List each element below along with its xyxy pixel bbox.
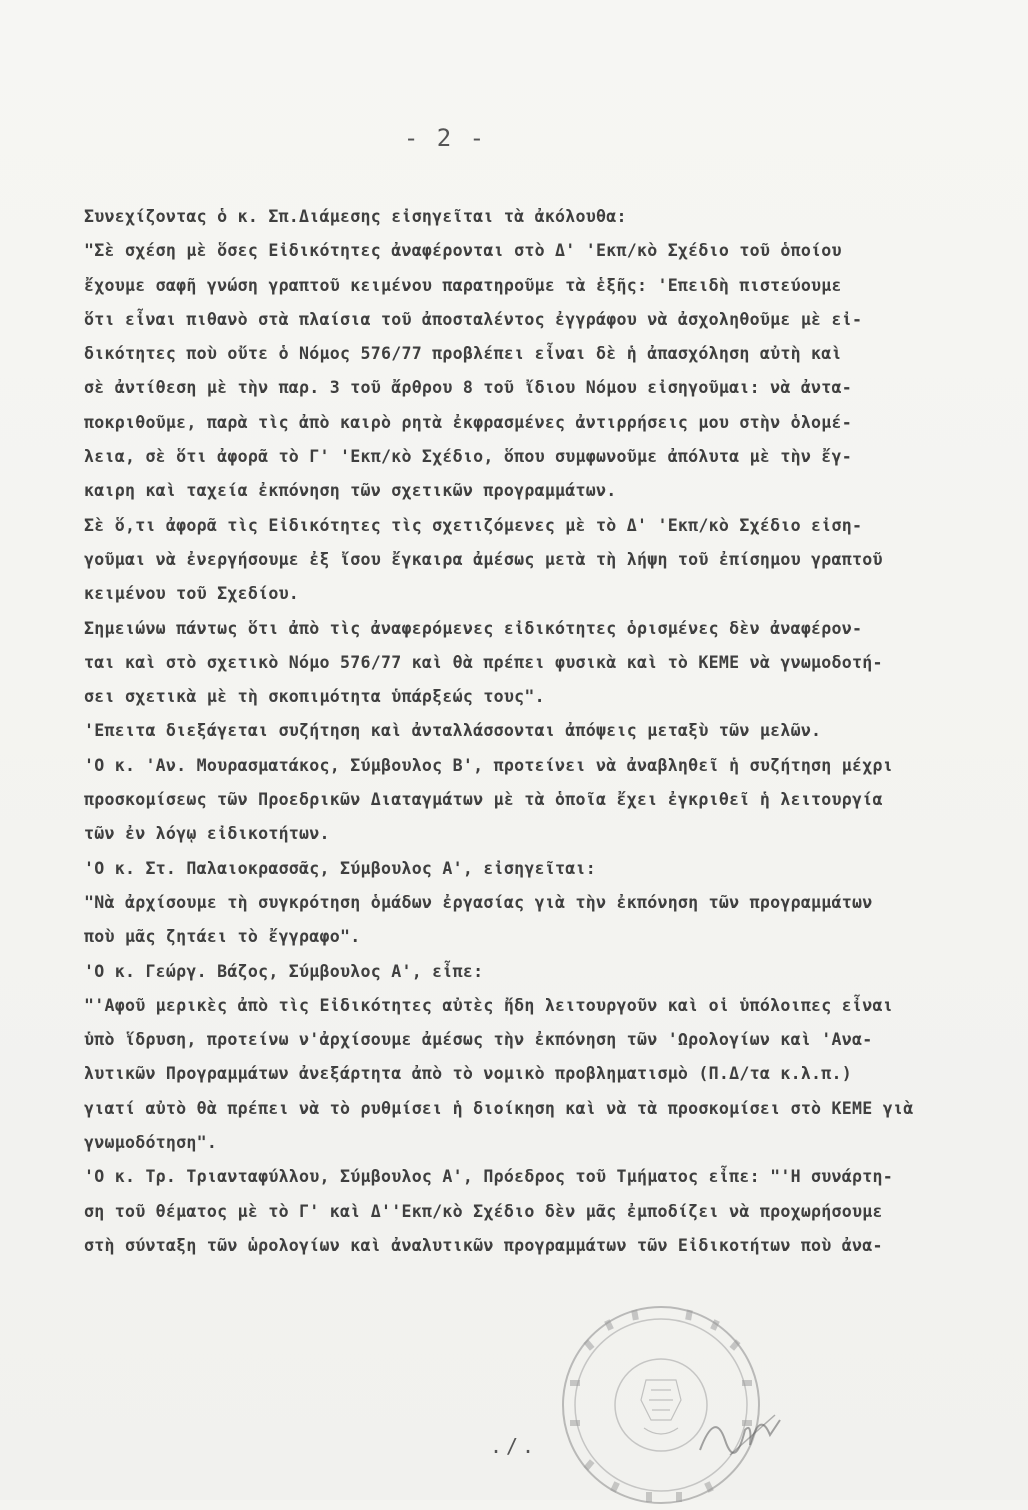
text-line: δικότητες ποὺ οὔτε ὁ Νόμος 576/77 προβλέπει εἶναι δὲ ἡ ἀπασχόληση αὐτὴ καὶ	[84, 344, 842, 364]
text-line: 'Ο κ. Γεώργ. Βάζος, Σύμβουλος Α', εἶπε:	[84, 961, 484, 981]
text-line: 'Ο κ. 'Αν. Μουρασματάκος, Σύμβουλος Β', προτείνει νὰ ἀναβληθεῖ ἡ συζήτηση μέχρι	[84, 755, 893, 775]
text-line: κειμένου τοῦ Σχεδίου.	[84, 584, 300, 604]
text-line: Σημειώνω πάντως ὅτι ἀπὸ τὶς ἀναφερόμενες εἰδικότητες ὁρισμένες δὲν ἀναφέρον-	[84, 618, 863, 638]
text-line: ποκριθοῦμε, παρὰ τὶς ἀπὸ καιρὸ ρητὰ ἐκφρασμένες ἀντιρρήσεις μου στὴν ὁλομέ-	[84, 412, 853, 432]
text-line: γοῦμαι νὰ ἐνεργήσουμε ἐξ ἴσου ἔγκαιρα ἀμέσως μετὰ τὴ λήψη τοῦ ἐπίσημου γραπτοῦ	[84, 549, 883, 569]
text-line: λυτικῶν Προγραμμάτων ἀνεξάρτητα ἀπὸ τὸ νομικὸ προβληματισμὸ (Π.Δ/τα κ.λ.π.)	[84, 1064, 853, 1084]
text-line: ὑπὸ ἵδρυση, προτείνω ν'ἀρχίσουμε ἀμέσως τὴν ἐκπόνηση τῶν 'Ωρολογίων καὶ 'Ανα-	[84, 1030, 873, 1050]
text-line: 'Ο κ. Τρ. Τριανταφύλλου, Σύμβουλος Α', Πρόεδρος τοῦ Τμήματος εἶπε: "'Η συνάρτη-	[84, 1167, 893, 1187]
text-line: "Σὲ σχέση μὲ ὅσες Εἰδικότητες ἀναφέρονται στὸ Δ' 'Εκπ/κὸ Σχέδιο τοῦ ὁποίου	[84, 241, 842, 261]
text-line: 'Ο κ. Στ. Παλαιοκρασσᾶς, Σύμβουλος Α', εἰσηγεῖται:	[84, 858, 597, 878]
text-line: γιατί αὐτὸ θὰ πρέπει νὰ τὸ ρυθμίσει ἡ διοίκηση καὶ νὰ τὰ προσκομίσει στὸ ΚΕΜΕ γιὰ	[84, 1098, 914, 1118]
text-line: λεια, σὲ ὅτι ἀφορᾶ τὸ Γ' 'Εκπ/κὸ Σχέδιο, ὅπου συμφωνοῦμε ἀπόλυτα μὲ τὴν ἔγ-	[84, 447, 853, 467]
text-line: τῶν ἐν λόγῳ εἰδικοτήτων.	[84, 824, 330, 844]
document-body	[84, 200, 964, 1263]
text-line: Σὲ ὅ,τι ἀφορᾶ τὶς Εἰδικότητες τὶς σχετιζόμενες μὲ τὸ Δ' 'Εκπ/κὸ Σχέδιο εἰση-	[84, 515, 863, 535]
text-line: "'Αφοῦ μερικὲς ἀπὸ τὶς Εἰδικότητες αὐτὲς ἤδη λειτουργοῦν καὶ οἱ ὑπόλοιπες εἶναι	[84, 995, 893, 1015]
text-line: ση τοῦ θέματος μὲ τὸ Γ' καὶ Δ''Εκπ/κὸ Σχέδιο δὲν μᾶς ἐμποδίζει νὰ προχωρήσουμε	[84, 1201, 883, 1221]
text-line: καιρη καὶ ταχεία ἐκπόνηση τῶν σχετικῶν προγραμμάτων.	[84, 481, 617, 501]
text-line: ποὺ μᾶς ζητάει τὸ ἔγγραφο".	[84, 927, 361, 947]
text-line: Συνεχίζοντας ὁ κ. Σπ.Διάμεσης εἰσηγεῖται τὰ ἀκόλουθα:	[84, 207, 627, 226]
text-line: ται καὶ στὸ σχετικὸ Νόμο 576/77 καὶ θὰ πρέπει φυσικὰ καὶ τὸ ΚΕΜΕ νὰ γνωμοδοτή-	[84, 652, 883, 672]
text-line: γνωμοδότηση".	[84, 1133, 218, 1153]
continuation-mark: ./.	[489, 1434, 539, 1458]
text-line: σὲ ἀντίθεση μὲ τὴν παρ. 3 τοῦ ἄρθρου 8 τοῦ ἴδιου Νόμου εἰσηγοῦμαι: νὰ ἀντα-	[84, 378, 853, 398]
text-line: σει σχετικὰ μὲ τὴ σκοπιμότητα ὑπάρξεώς τους".	[84, 687, 545, 707]
text-line: στὴ σύνταξη τῶν ὡρολογίων καὶ ἀναλυτικῶν προγραμμάτων τῶν Εἰδικοτήτων ποὺ ἀνα-	[84, 1235, 883, 1255]
text-line: 'Επειτα διεξάγεται συζήτηση καὶ ἀνταλλάσσονται ἀπόψεις μεταξὺ τῶν μελῶν.	[84, 721, 822, 741]
text-line: "Νὰ ἀρχίσουμε τὴ συγκρότηση ὁμάδων ἐργασίας γιὰ τὴν ἐκπόνηση τῶν προγραμμάτων	[84, 892, 873, 912]
page-number: - 2 -	[403, 124, 487, 152]
text-line: ὅτι εἶναι πιθανὸ στὰ πλαίσια τοῦ ἀποσταλέντος ἐγγράφου νὰ ἀσχοληθοῦμε μὲ εἰ-	[84, 309, 863, 329]
text-line: ἔχουμε σαφῆ γνώση γραπτοῦ κειμένου παρατηροῦμε τὰ ἑξῆς: 'Επειδὴ πιστεύουμε	[84, 275, 842, 295]
text-line: προσκομίσεως τῶν Προεδρικῶν Διαταγμάτων μὲ τὰ ὁποῖα ἔχει ἐγκριθεῖ ἡ λειτουργία	[84, 790, 883, 810]
